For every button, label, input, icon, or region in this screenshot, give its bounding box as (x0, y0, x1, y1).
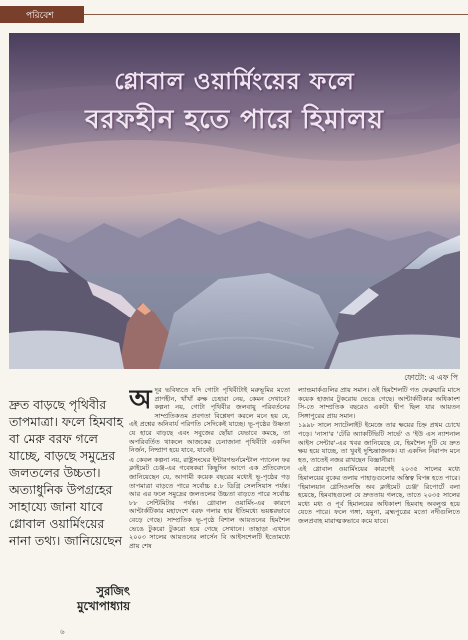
article-column-1 (129, 386, 290, 626)
article-column-2 (298, 386, 460, 626)
section-rule (84, 14, 468, 15)
paragraph: ল্যান্ডমার্কগুলির প্রায় সমান। ওই হিমশৈলটি গত ফেব্রুয়ারি মাসে কয়েক হাজার টুকরোয় ভেঙে গেছে। আন্টার্কটিকার অধিকাংশ সি-তে সাম্প্রতিক বছরেও একটা দ্বীপ ছিল যার আয়তন সিঙ্গাপুরের প্রায় সমান। (298, 386, 460, 420)
pull-quote (9, 396, 124, 549)
pull-quote-text: দ্রুত বাড়ছে পৃথিবীর তাপমাত্রা। ফলে হিমবাহ বা মেরু বরফ গলে যাচ্ছে, বাড়ছে সমুদ্রের জলতলের উচ্চতা। অত্যাধুনিক উপগ্রহের সাহায্যে জানা যাবে গ্লোবাল ওয়ার্মিংয়ের নানা তথ্য। জানিয়েছেন (9, 397, 123, 548)
page-number: ৬ (60, 628, 65, 636)
headline-line-2: বরফহীন হতে পারে হিমালয় (85, 105, 384, 135)
author-last-name: মুখোপাধ্যায় (77, 599, 130, 613)
section-label: পরিবেশ (26, 11, 54, 21)
himalaya-photo (9, 33, 460, 369)
paragraph: এ কেবল কল্পনা নয়, রাষ্ট্রসংঘের ইন্টারগভর্নমেন্টাল প্যানেল ফর ক্লাইমেট চেঞ্জ-এর গবেষকরা কিছুদিন আগে এক প্রতিবেদনে জানিয়েছেন যে, আগামী কয়েক বছরের মধ্যেই ভূ-পৃষ্ঠের গড় তাপমাত্রা বাড়তে পারে সর্বোচ্চ ৫.৮ ডিগ্রি সেলসিয়াস পর্যন্ত। আর এর ফলে সমুদ্রের জলতলের উচ্চতা বাড়তে পারে সর্বোচ্চ ৮৮ সেন্টিমিটার পর্যন্ত। গ্লোবাল ওয়ার্মিং-এর কারণে আন্টার্কটিকার মহাদেশে বরফ গলার হার ইতিমধ্যে ভয়ঙ্করভাবে বেড়ে গেছে। সাম্প্রতিক ভূ-পৃষ্ঠে বিশাল আয়তনের হিমশৈল ভেঙে টুকরো টুকরো হয়ে গেছে সেখানে। তাছাড়া এখানে ২০০৩ সালের আয়তনের লার্সেন বি আইসশেলটি ইতোমধ্যে প্রায় শেষ (129, 455, 290, 550)
paragraph: ১৯৯৮ সালে স্যাটেলাইট ইমেজে তার ক্ষয়ের চিহ্ন প্রথম চোখে পড়ে। 'নাসা'র 'টেরি অ্যাকটিভিটি সার্ভে' ও 'ইউ এস ন্যাশনাল আইস সেন্টার'-এর খবর জানিয়েছে যে, হিমশৈল দুটি যে দ্রুত ক্ষয় হয়ে যাচ্ছে, তা খুবই দুশ্চিন্তাজনক। যা একদিন নিরাপদ মনে হত, তাতেই নজর রাখছেন বিজ্ঞানীরা। (298, 421, 460, 464)
author-first-name: সুরজিৎ (96, 584, 130, 598)
drop-cap: অ (129, 386, 152, 415)
paragraph: দূর ভবিষ্যতে যদি গোটা পৃথিবীটাই মরুভূমির মতো প্রাণহীন, খাঁখাঁ রুক্ষ চেহারা নেয়, কেমন দেখাবে? কল্পনা নয়, গোটা পৃথিবীর জলবায়ু পরিবর্তনের সাম্প্রতিকতম প্রবণতা বিশ্লেষণ করলে মনে হয় যে, এই প্রশ্নের অনিবার্য পরিণতি সেদিকেই যাচ্ছে। ভূ-পৃষ্ঠের উষ্ণতা যে হারে বাড়ছে এবং সবুজের ছোঁয়া যেভাবে কমছে, তা অপরিবর্তিত থাকলে আজকের চেনাজানা পৃথিবীটা একদিন নির্জন, নিষ্প্রাণ হয়ে যাবে, যাবেই। (129, 386, 290, 455)
section-tag (0, 6, 84, 23)
author-name (70, 584, 130, 614)
headline-line-1: গ্লোবাল ওয়ার্মিংয়ের ফলে (114, 68, 355, 95)
photo-credit: ফোটো: এ এফ পি (404, 373, 458, 382)
paragraph: এই গ্লোবাল ওয়ার্মিংয়ের কারণেই ২০৩৫ সালের মধ্যে হিমালয়ের বুকের তলায় পাহাড়গুলোর অস্তিত্ব বিপন্ন হতে পারে। 'হিমালয়ান গ্লেসিওলজি অব ক্লাইমেট চেঞ্জ' রিপোর্টে বলা হয়েছে, হিমবাহগুলো যে দ্রুততায় গলছে, তাতে ২০৩৫ সালের মধ্যে মধ্য ও পূর্ব হিমালয়ের অধিকাংশ হিমবাহ অবলুপ্ত হয়ে যেতে পারে। ফলে গঙ্গা, যমুনা, ব্রহ্মপুত্রের মতো নদীগুলিতে জলপ্রবাহ মারাত্মকভাবে কমে যাবে। (298, 465, 460, 525)
